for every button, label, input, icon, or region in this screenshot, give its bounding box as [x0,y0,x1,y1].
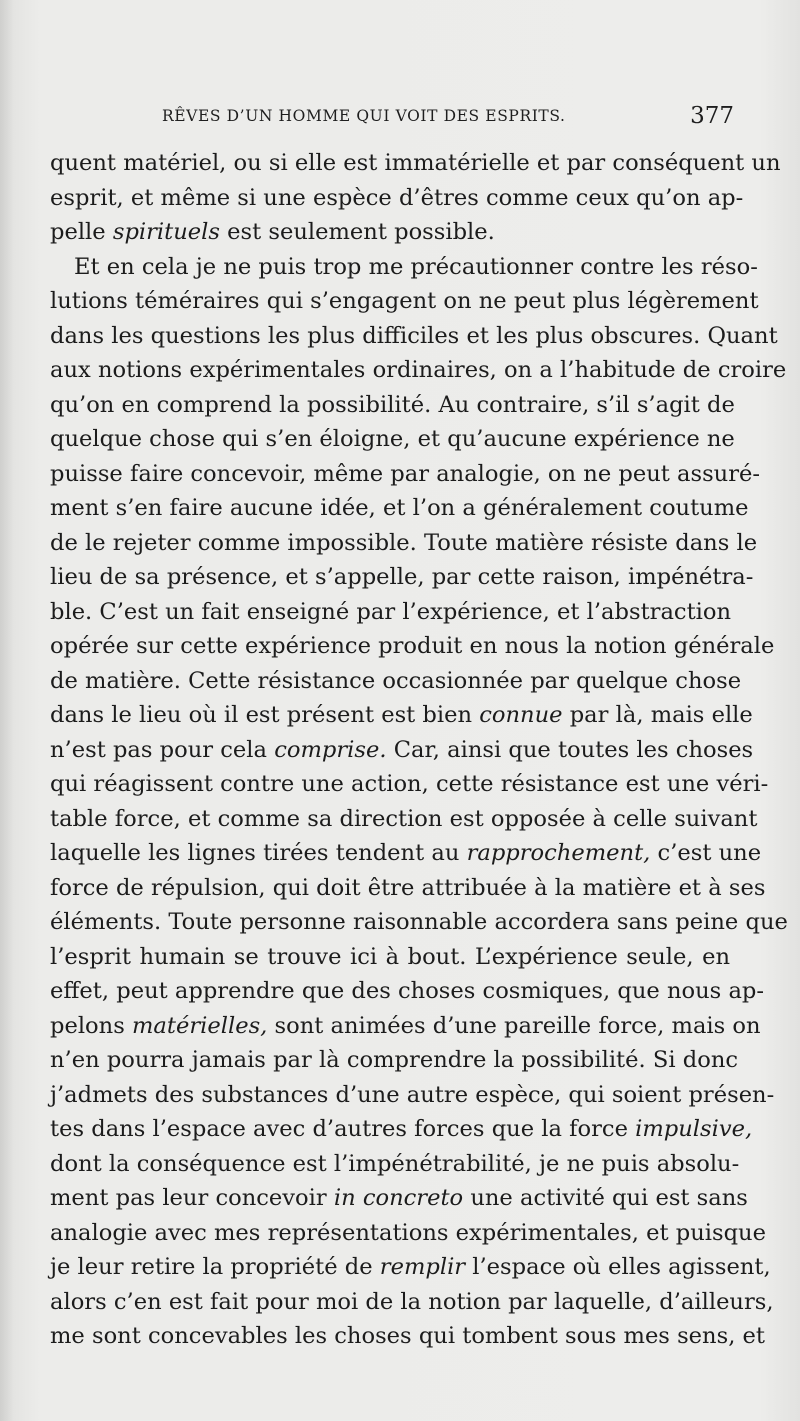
text-line [50,905,788,940]
text-segment: effet, peut apprendre que des choses cosmiques, que nous ap- [50,978,765,1004]
text-line [50,250,758,285]
text-segment: alors c’en est fait pour moi de la notion par laquelle, d’ailleurs, [50,1288,774,1315]
text-segment: quelque chose qui s’en éloigne, et qu’aucune expérience ne [50,426,735,452]
italic-text: matérielles, [132,1012,268,1039]
text-segment: quent matériel, ou si elle est immatérielle et par conséquent un [50,150,781,176]
text-line [50,871,766,906]
italic-text: in concreto [333,1185,464,1211]
italic-text: comprise. [274,736,387,763]
text-segment: opérée sur cette expérience produit en nous la notion générale [50,633,775,659]
text-line [50,940,730,975]
text-segment: j’admets des substances d’une autre espèce, qui soient présen- [50,1081,775,1108]
text-line [50,698,753,733]
text-segment: aux notions expérimentales ordinaires, on a l’habitude de croire [50,357,787,383]
text-segment: sont animées d’une pareille force, mais on [267,1012,761,1039]
text-line [50,1285,774,1320]
text-segment: l’espace où elles agissent, [465,1254,771,1280]
text-segment: pelle [50,219,113,245]
text-segment: Car, ainsi que toutes les choses [386,736,754,763]
text-line [50,802,758,837]
text-line [50,836,762,871]
text-segment: dans les questions les plus difficiles et les plus obscures. Quant [50,322,778,349]
text-segment: n’est pas pour cela [50,736,275,763]
text-segment: dont la conséquence est l’impénétrabilité, je ne puis absolu- [50,1150,740,1177]
page-number: 377 [690,103,734,129]
text-line [50,1112,753,1147]
text-line [50,422,735,457]
text-line [50,146,781,181]
text-line [50,1216,766,1251]
text-line [50,767,769,802]
text-segment: puisse faire concevoir, même par analogie, on ne peut assuré- [50,460,761,487]
text-line [50,215,730,250]
text-segment: pelons [50,1012,132,1039]
text-segment: ment pas leur concevoir [50,1185,334,1211]
text-segment: analogie avec mes représentations expérimentales, et puisque [50,1219,766,1246]
body-text [50,146,788,1354]
text-line [50,1250,771,1285]
text-line [50,1147,740,1182]
text-segment: lutions téméraires qui s’engagent on ne peut plus légèrement [50,288,759,314]
italic-text: remplir [379,1254,466,1280]
text-segment: Et en cela je ne puis trop me précautionner contre les réso- [74,253,758,280]
text-segment: qui réagissent contre une action, cette résistance est une véri- [50,771,769,797]
text-line [50,284,759,319]
text-line [50,526,758,561]
text-segment: ment s’en faire aucune idée, et l’on a généralement coutume [50,495,749,521]
text-segment: de matière. Cette résistance occasionnée par quelque chose [50,667,742,694]
text-line [50,353,787,388]
text-line [50,319,778,354]
text-segment: je leur retire la propriété de [50,1254,380,1280]
text-line [50,1043,739,1078]
text-line [50,560,754,595]
text-line [50,388,735,423]
italic-text: spirituels [112,219,220,245]
text-segment: l’esprit humain se trouve ici à bout. L’expérience seule, en [50,943,730,970]
text-segment: une activité qui est sans [463,1185,748,1211]
text-line [50,733,754,768]
text-line [50,629,775,664]
text-line [50,1078,775,1113]
page-header [150,103,740,137]
text-segment: force de répulsion, qui doit être attribuée à la matière et à ses [50,874,766,901]
text-segment: c’est une [650,840,762,866]
text-segment: dans le lieu où il est présent est bien [50,702,480,728]
text-line [50,1009,761,1044]
italic-text: impulsive, [635,1116,753,1142]
text-segment: lieu de sa présence, et s’appelle, par cette raison, impénétra- [50,564,754,590]
running-title: RÊVES D’UN HOMME QUI VOIT DES ESPRITS. [162,107,566,125]
text-line [50,974,765,1009]
text-line [50,664,742,699]
text-line [50,1181,748,1216]
text-segment: table force, et comme sa direction est opposée à celle suivant [50,805,758,832]
text-segment: par là, mais elle [562,702,753,728]
text-segment: esprit, et même si une espèce d’êtres comme ceux qu’on ap- [50,184,744,211]
italic-text: rapprochement, [466,840,651,866]
text-segment: est seulement possible. [219,219,495,245]
text-line [50,181,744,216]
text-segment: ble. C’est un fait enseigné par l’expérience, et l’abstraction [50,598,732,625]
text-segment: éléments. Toute personne raisonnable accordera sans peine que [50,909,788,935]
text-segment: n’en pourra jamais par là comprendre la possibilité. Si donc [50,1047,739,1073]
text-segment: laquelle les lignes tirées tendent au [50,840,467,866]
text-line [50,1319,766,1354]
text-segment: tes dans l’espace avec d’autres forces que la force [50,1116,636,1142]
text-line [50,457,761,492]
text-segment: me sont concevables les choses qui tombent sous mes sens, et [50,1323,766,1349]
italic-text: connue [479,702,563,728]
text-segment: de le rejeter comme impossible. Toute matière résiste dans le [50,529,758,556]
text-line [50,595,730,630]
text-line [50,491,749,526]
text-segment: qu’on en comprend la possibilité. Au contraire, s’il s’agit de [50,391,735,418]
